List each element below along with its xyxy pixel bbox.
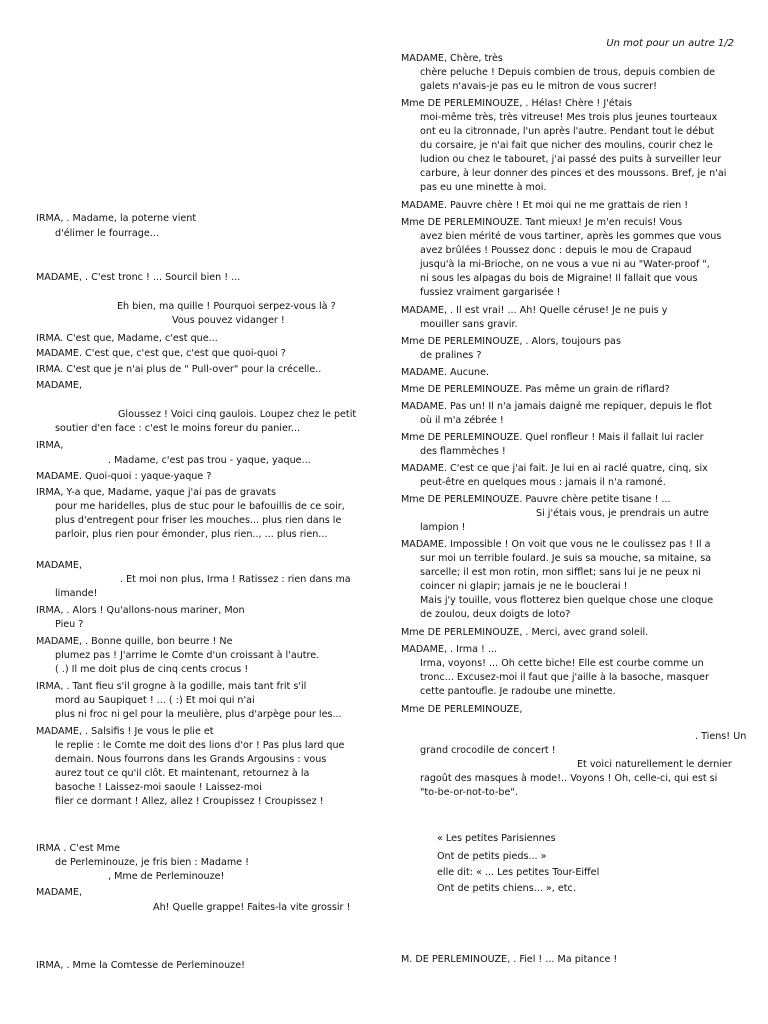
dialogue-line: MADAME, [36, 887, 83, 898]
dialogue-line: Gloussez ! Voici cinq gaulois. Loupez chez le petit [118, 409, 357, 420]
page-header: Un mot pour un autre 1/2 [606, 38, 734, 49]
dialogue-line: Si j'étais vous, je prendrais un autre [536, 508, 709, 519]
dialogue-line: IRMA. C'est que, Madame, c'est que... [36, 333, 218, 344]
dialogue-line: MADAME. Quoi-quoi : yaque-yaque ? [36, 471, 212, 482]
dialogue-line: MADAME, Chère, très [401, 53, 503, 64]
dialogue-line: IRMA, [36, 440, 64, 451]
dialogue-line: galets n'avais-je pas eu le mitron de vous sucrer! [420, 81, 657, 92]
dialogue-line: MADAME, . Bonne quille, bon beurre ! Ne [36, 636, 233, 647]
dialogue-line: de zoulou, deux doigts de loto? [420, 609, 571, 620]
dialogue-line: MADAME. Aucune. [401, 367, 490, 378]
dialogue-line: aurez tout ce qu'il clôt. Et maintenant, retournez à la [55, 768, 310, 779]
dialogue-line: Ah! Quelle grappe! Faites-la vite grossir ! [153, 902, 351, 913]
dialogue-line: ni sous les alpagas du bois de Migraine! Il fallait que vous [420, 273, 698, 284]
dialogue-line: . Madame, c'est pas trou - yaque, yaque... [108, 455, 311, 466]
dialogue-line: IRMA, . Madame, la poterne vient [36, 213, 197, 224]
dialogue-line: jusqu'à la mi-Brioche, on ne vous a vue ni au "Water-proof ", [420, 259, 710, 270]
dialogue-line: MADAME, . Il est vrai! ... Ah! Quelle céruse! Je ne puis y [401, 305, 668, 316]
dialogue-line: ( .) Il me doit plus de cinq cents crocus ! [55, 664, 249, 675]
dialogue-line: sur moi un terrible foulard. Je suis sa mouche, sa mitaine, sa [420, 553, 712, 564]
dialogue-line: moi-même très, très vitreuse! Mes trois plus jeunes tourteaux [420, 112, 718, 123]
dialogue-line: . Et moi non plus, Irma ! Ratissez : rien dans ma [120, 574, 351, 585]
dialogue-line: mouiller sans gravir. [420, 319, 518, 330]
dialogue-line: coincer ni glapir; jamais je ne le bouclerai ! [420, 581, 628, 592]
dialogue-line: IRMA, . Alors ! Qu'allons-nous mariner, Mon [36, 605, 245, 616]
dialogue-line: fussiez vraiment gargarisée ! [420, 287, 561, 298]
dialogue-line: MADAME, . C'est tronc ! ... Sourcil bien ! ... [36, 272, 241, 283]
dialogue-line: soutier d'en face : c'est le moins foreur du panier... [55, 423, 301, 434]
dialogue-line: tronc... Excusez-moi il faut que j'aille à la basoche, masquer [420, 672, 709, 683]
dialogue-line: filer ce dormant ! Allez, allez ! Croupissez ! Croupissez ! [55, 796, 324, 807]
dialogue-line: des flammèches ! [420, 446, 506, 457]
verse-line: Ont de petits pieds... » [437, 851, 547, 862]
dialogue-line: Mais j'y touille, vous flotterez bien quelque chose une cloque [420, 595, 714, 606]
dialogue-line: Mme DE PERLEMINOUZE. Pas même un grain de riflard? [401, 384, 670, 395]
dialogue-line: Mme DE PERLEMINOUZE. Quel ronfleur ! Mais il fallait lui racler [401, 432, 704, 443]
dialogue-line: cette pantoufle. Je radoube une minette. [420, 686, 616, 697]
dialogue-line: Vous pouvez vidanger ! [172, 315, 285, 326]
dialogue-line: Mme DE PERLEMINOUZE. Pauvre chère petite tisane ! ... [401, 494, 671, 505]
dialogue-line: le replie : le Comte me doit des lions d'or ! Pas plus lard que [55, 740, 345, 751]
dialogue-line: où il m'a zébrée ! [420, 415, 504, 426]
dialogue-line: Irma, voyons! ... Oh cette biche! Elle est courbe comme un [420, 658, 704, 669]
dialogue-line: Mme DE PERLEMINOUZE, [401, 704, 523, 715]
dialogue-line: MADAME. C'est ce que j'ai fait. Je lui en ai raclé quatre, cinq, six [401, 463, 708, 474]
dialogue-line: plus d'entregent pour friser les mouches... plus rien dans le [55, 515, 342, 526]
dialogue-line: Mme DE PERLEMINOUZE, . Alors, toujours pas [401, 336, 621, 347]
verse-line: Ont de petits chiens... », etc. [437, 883, 576, 894]
dialogue-line: M. DE PERLEMINOUZE, . Fiel ! ... Ma pitance ! [401, 954, 618, 965]
dialogue-line: Pieu ? [55, 619, 84, 630]
dialogue-line: d'élimer le fourrage... [55, 228, 159, 239]
dialogue-line: sarcelle; il est mon rotin, mon sifflet; sans lui je ne peux ni [420, 567, 701, 578]
dialogue-line: demain. Nous fourrons dans les Grands Argousins : vous [55, 754, 327, 765]
verse-line: elle dit: « ... Les petites Tour-Eiffel [437, 867, 600, 878]
dialogue-line: MADAME. Impossible ! On voit que vous ne le coulissez pas ! Il a [401, 539, 711, 550]
dialogue-line: MADAME, [36, 560, 83, 571]
dialogue-line: IRMA . C'est Mme [36, 843, 121, 854]
dialogue-line: chère peluche ! Depuis combien de trous, depuis combien de [420, 67, 716, 78]
dialogue-line: de Perleminouze, je fris bien : Madame ! [55, 857, 249, 868]
dialogue-line: MADAME. Pauvre chère ! Et moi qui ne me grattais de rien ! [401, 200, 689, 211]
dialogue-line: Mme DE PERLEMINOUZE. Tant mieux! Je m'en recuis! Vous [401, 217, 683, 228]
dialogue-line: , Mme de Perleminouze! [108, 871, 225, 882]
verse-line: « Les petites Parisiennes [437, 833, 556, 844]
dialogue-line: limande! [55, 588, 98, 599]
dialogue-line: MADAME, . Irma ! ... [401, 644, 498, 655]
dialogue-line: . Tiens! Un [695, 731, 747, 742]
dialogue-line: grand crocodile de concert ! [420, 745, 556, 756]
dialogue-line: MADAME. Pas un! Il n'a jamais daigné me repiquer, depuis le flot [401, 401, 712, 412]
dialogue-line: IRMA. C'est que je n'ai plus de " Pull-over" pour la crécelle.. [36, 364, 322, 375]
dialogue-line: de pralines ? [420, 350, 482, 361]
dialogue-line: lampion ! [420, 522, 466, 533]
dialogue-line: MADAME. C'est que, c'est que, c'est que quoi-quoi ? [36, 348, 286, 359]
dialogue-line: avez bien mérité de vous tartiner, après les gommes que vous [420, 231, 722, 242]
dialogue-line: plumez pas ! J'arrime le Comte d'un croissant à l'autre. [55, 650, 320, 661]
dialogue-line: ragoût des masques à mode!.. Voyons ! Oh, celle-ci, qui est si [420, 773, 718, 784]
dialogue-line: plus ni froc ni gel pour la meulière, plus d'arpège pour les... [55, 709, 342, 720]
dialogue-line: IRMA, Y-a que, Madame, yaque j'ai pas de gravats [36, 487, 277, 498]
dialogue-line: ludion ou chez le tabouret, j'ai passé des puits à surveiller leur [420, 154, 722, 165]
dialogue-line: ont eu la citronnade, l'un après l'autre. Pendant tout le début [420, 126, 715, 137]
dialogue-line: basoche ! Laissez-moi saoule ! Laissez-moi [55, 782, 262, 793]
dialogue-line: MADAME, . Salsifis ! Je vous le plie et [36, 726, 214, 737]
dialogue-line: carbure, à leur donner des pinces et des moussons. Bref, je n'ai [420, 168, 727, 179]
dialogue-line: Mme DE PERLEMINOUZE, . Merci, avec grand soleil. [401, 627, 649, 638]
dialogue-line: du corsaire, je n'ai fait que nicher des moulins, courir chez le [420, 140, 713, 151]
dialogue-line: Et voici naturellement le dernier [577, 759, 732, 770]
dialogue-line: avez brûlées ! Poussez donc : depuis le mou de Crapaud [420, 245, 692, 256]
dialogue-line: mord au Saupiquet ! ... ( :) Et moi qui n'ai [55, 695, 255, 706]
dialogue-line: peut-être en quelques mous : jamais il n'a ramoné. [420, 477, 666, 488]
dialogue-line: "to-be-or-not-to-be". [420, 787, 518, 798]
dialogue-line: parloir, plus rien pour émonder, plus rien.., ... plus rien... [55, 529, 328, 540]
dialogue-line: IRMA, . Tant fieu s'il grogne à la godille, mais tant frit s'il [36, 681, 307, 692]
dialogue-line: pour me haridelles, plus de stuc pour le bafouillis de ce soir, [55, 501, 345, 512]
dialogue-line: MADAME, [36, 380, 83, 391]
dialogue-line: Eh bien, ma quille ! Pourquoi serpez-vous là ? [117, 301, 336, 312]
dialogue-line: Mme DE PERLEMINOUZE, . Hélas! Chère ! J'étais [401, 98, 633, 109]
dialogue-line: pas eu une minette à moi. [420, 182, 547, 193]
dialogue-line: IRMA, . Mme la Comtesse de Perleminouze! [36, 960, 245, 971]
